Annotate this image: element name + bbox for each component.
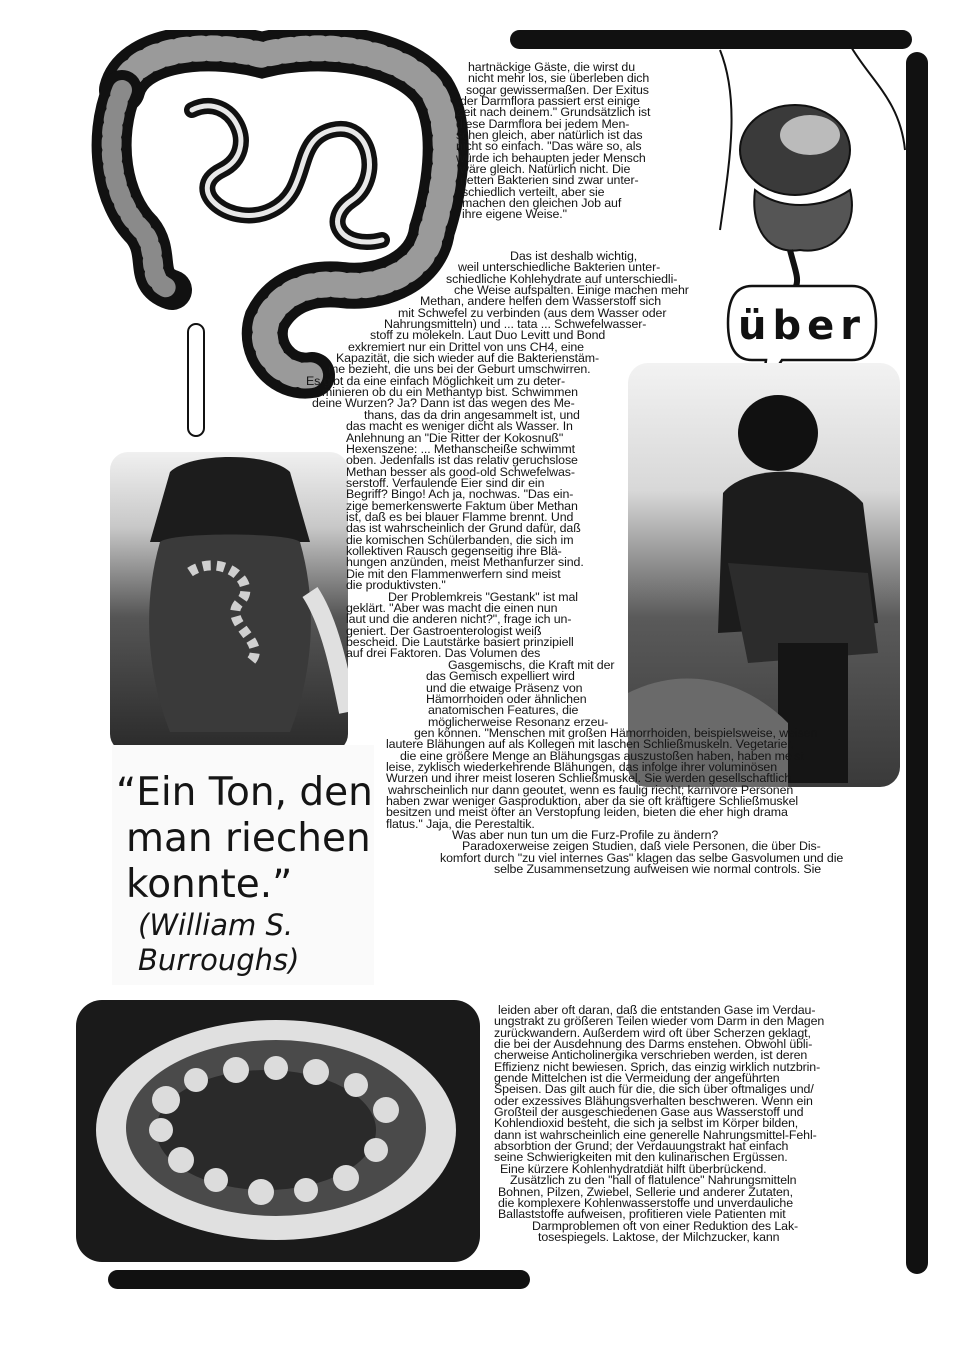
- text-line: Großteil der ausgeschiedenen Gase aus Wasserstoff und: [494, 1105, 804, 1120]
- text-line: hartnäckige Gäste, die wirst du: [468, 60, 636, 74]
- text-line: ungstrakt zu größeren Teilen wieder vom Darm in den Magen: [494, 1014, 825, 1029]
- text-line: komfort durch "zu viel internes Gas" klagen das selbe Gasvolumen und die: [440, 850, 844, 865]
- bottom-bar: [108, 1270, 530, 1289]
- text-line: zige bemerkenswerte Faktum über Methan: [346, 498, 578, 513]
- text-line: me bezieht, die uns bei der Geburt umschwirren.: [328, 362, 591, 377]
- text-line: Kohlendioxid besteht, die sich ja selbst im Körper bilden,: [494, 1116, 799, 1131]
- text-line: Ballaststoffe aufweisen, profitieren viele Patienten mit: [498, 1207, 786, 1222]
- text-line: der Darmflora passiert erst einige: [460, 94, 640, 109]
- text-line: flatus." Jaja, die Perestaltik.: [386, 816, 535, 831]
- text-line: Es gibt da eine einfach Möglichkeit um zu deter-: [306, 373, 565, 388]
- text-line: schen gleich, aber natürlich ist das: [456, 128, 643, 143]
- text-line: bescheid. Die Lautstärke basiert prinzipiell: [346, 634, 574, 649]
- text-line: netten Bakterien sind zwar unter-: [460, 173, 639, 188]
- text-line: geklärt. "Aber was macht die einen nun: [346, 600, 558, 615]
- quote-author: (William S.: [138, 908, 294, 942]
- text-line: Darmproblemen oft von einer Reduktion des Lak-: [532, 1218, 799, 1233]
- text-line: Begriff? Bingo! Ach ja, nochwas. "Das ein-: [346, 487, 574, 502]
- text-line: nicht mehr los, sie überleben dich: [468, 71, 650, 86]
- article-text-block-4: [392, 660, 614, 728]
- text-line: absorbtion der Grund; der Verdauungstrakt hat einfach: [494, 1139, 789, 1154]
- text-line: oder exzessives Blähungsverhalten beschweren. Wenn ein: [494, 1093, 813, 1108]
- text-line: Speisen. Das gilt auch für die, die sich über oftmaliges und/: [494, 1082, 814, 1097]
- text-line: gen können. "Menschen mit großen Hämorrhoiden, beispielsweise, weisen: [414, 726, 818, 740]
- text-line: Methan besser als good-old Schwefelwas-: [346, 464, 575, 479]
- text-line: haben zwar weniger Gasproduktion, aber da sie oft kräftigere Schließmuskel: [386, 794, 799, 809]
- text-line: oben. Jedenfalls ist das relativ geruchslose: [346, 453, 578, 468]
- text-line: wäre gleich. Natürlich nicht. Die: [460, 162, 631, 177]
- text-line: die komplexere Kohlenwasserstoffe und unverdauliche: [498, 1195, 793, 1210]
- text-line: Anlehnung an "Die Ritter der Kokosnuß": [346, 430, 564, 445]
- text-line: Wurzen und ihrer meist loseren Schließmuskel. Sie werden gesellschaftlich: [386, 771, 791, 786]
- text-line: das Gemisch expelliert wird: [426, 669, 575, 684]
- text-line: ihre eigene Weise.": [462, 207, 567, 222]
- text-line: möglicherweise Resonanz erzeu-: [428, 714, 609, 729]
- article-text-block-2: [300, 251, 689, 410]
- text-line: die komischen Schülerbanden, die sich im: [346, 532, 574, 547]
- text-line: weil unterschiedliche Bakterien unter-: [458, 260, 661, 275]
- text-line: Hämorrhoiden oder ähnlichen: [426, 692, 587, 707]
- text-line: hungen anzünden, meist Methanfurzer sind.: [346, 555, 584, 570]
- text-line: schiedliche Kohlehydrate auf unterschiedli-: [446, 271, 678, 286]
- text-line: deine Wurzen? Ja? Dann ist das wegen des Me-: [312, 396, 575, 411]
- text-line: minieren ob du ein Methantyp bist. Schwimmen: [322, 385, 578, 400]
- text-line: mit Schwefel zu verbinden (aus dem Wasser oder: [398, 305, 667, 320]
- text-line: wahrscheinlich nur dann geoutet, wenn es faulig riecht; karnivore Personen: [388, 782, 794, 797]
- text-line: Zusätzlich zu den "hall of flatulence" Nahrungsmitteln: [510, 1173, 797, 1188]
- text-line: Eine kürzere Kohlenhydratdiät hilft überbrückend.: [500, 1161, 767, 1176]
- text-line: Zeit nach deinem." Grundsätzlich ist: [456, 105, 651, 120]
- article-text-block-5: [358, 728, 843, 875]
- text-line: che Weise aufspalten. Einige machen mehr: [454, 283, 689, 298]
- text-line: und die etwaige Präsenz von: [426, 680, 583, 695]
- text-line: Methan, andere helfen dem Wasserstoff sich: [420, 294, 661, 309]
- photo-person-sitting: [628, 363, 900, 787]
- quote-line: konnte.”: [126, 862, 293, 907]
- text-line: Gasgemischs, die Kraft mit der: [448, 658, 615, 672]
- quote-line: “Ein Ton, den: [116, 770, 373, 815]
- text-line: würde ich behaupten jeder Mensch: [456, 150, 646, 165]
- text-line: das ist wahrscheinlich der Grund dafür, daß: [346, 521, 581, 536]
- text-line: Der Problemkreis "Gestank" ist mal: [388, 589, 578, 604]
- text-line: laut und die anderen nicht?", frage ich un-: [346, 612, 572, 627]
- text-line: die bei der Ausdehnung des Darms enstehen. Obwohl übli-: [494, 1037, 813, 1052]
- text-line: leiden aber oft daran, daß die entstanden Gase im Verdau-: [498, 1003, 816, 1017]
- quote-box: [112, 745, 374, 985]
- text-line: das macht es weniger dicht als Wasser. In: [346, 419, 573, 434]
- text-line: zurückwandern. Außerdem wird oft über Scherzen geklagt,: [494, 1025, 811, 1040]
- text-line: besitzen und meist öfter an Verstopfung leiden, bieten die eher high drama: [386, 805, 788, 820]
- text-line: diese Darmflora bei jedem Men-: [456, 116, 630, 131]
- text-line: Die mit den Flammenwerfern sind meist: [346, 566, 561, 581]
- text-line: Hexenszene: ... Methanscheiße schwimmt: [346, 442, 575, 457]
- text-line: Paradoxerweise zeigen Studien, daß viele Personen, die über Dis-: [462, 839, 821, 854]
- speech-bubble-label: über: [738, 303, 866, 349]
- text-line: serstoff. Verfaulende Eier sind dir ein: [346, 476, 545, 491]
- photo-bowl: [76, 1000, 480, 1262]
- text-line: selbe Zusammensetzung aufweisen wie normal controls. Sie: [494, 862, 822, 877]
- quote-author: Burroughs): [138, 943, 300, 977]
- text-line: kollektiven Rausch gegenseitig ihre Blä-: [346, 544, 562, 559]
- text-line: exkremiert nur ein Drittel von uns CH4, eine: [348, 339, 584, 354]
- text-line: gende Mittelchen ist die Vermeidung der angeführten: [494, 1071, 780, 1086]
- article-text-block-3: [346, 410, 584, 660]
- text-line: leise, zyklisch wiederkehrende Blähungen, das infolge ihrer voluminösen: [386, 760, 778, 775]
- text-line: die produktivsten.": [346, 578, 446, 593]
- text-line: Kapazität, die sich wieder auf die Bakterienstäm-: [336, 351, 600, 366]
- text-line: lautere Blähungen auf als Kollegen mit laschen Schließmuskeln. Vegetarier,: [386, 737, 794, 752]
- article-text-block-6: [494, 1005, 824, 1243]
- text-line: Das ist deshalb wichtig,: [510, 249, 638, 263]
- text-line: ist, daß es bei blauer Flamme brennt. Und: [346, 510, 574, 525]
- text-line: dann ist wahrscheinlich eine generelle Nahrungsmittel-Fehl-: [494, 1127, 817, 1142]
- text-line: thans, das da drin angesammelt ist, und: [364, 408, 580, 422]
- text-line: nicht so einfach. "Das wäre so, als: [456, 139, 642, 154]
- text-line: auf drei Faktoren. Das Volumen des: [346, 646, 541, 661]
- text-line: die eine größere Menge an Blähungsgas auszustoßen haben, haben meist: [400, 748, 804, 763]
- photo-body-intestine: [110, 452, 348, 752]
- text-line: cherweise Anticholinergika verschrieben werden, ist deren: [494, 1048, 808, 1063]
- text-line: tosespiegels. Laktose, der Milchzucker, kann: [538, 1229, 780, 1244]
- text-line: Was aber nun tun um die Furz-Profile zu ändern?: [452, 828, 719, 843]
- text-line: machen den gleichen Job auf: [462, 196, 622, 211]
- text-line: Effizienz nicht bewiesen. Sprich, das einzig wirklich nutzbrin-: [494, 1059, 821, 1074]
- text-line: Bohnen, Pilzen, Zwiebel, Sellerie und anderer Zutaten,: [498, 1184, 793, 1199]
- text-line: geniert. Der Gastroenterologist weiß: [346, 623, 542, 638]
- text-line: sogar gewissermaßen. Der Exitus: [466, 82, 649, 97]
- text-line: schiedlich verteilt, aber sie: [462, 184, 605, 199]
- text-line: seine Schwierigkeiten mit den kulinarischen Ergüssen.: [494, 1150, 788, 1165]
- text-line: anatomischen Features, die: [428, 703, 579, 718]
- quote-line: man riechen: [126, 816, 371, 861]
- article-text-block-1: [456, 62, 650, 221]
- text-line: Nahrungsmitteln) und ... tata ... Schwefelwasser-: [384, 317, 647, 332]
- text-line: stoff zu molekeln. Laut Duo Levitt und Bond: [370, 328, 606, 343]
- torso-illustration: [700, 40, 910, 290]
